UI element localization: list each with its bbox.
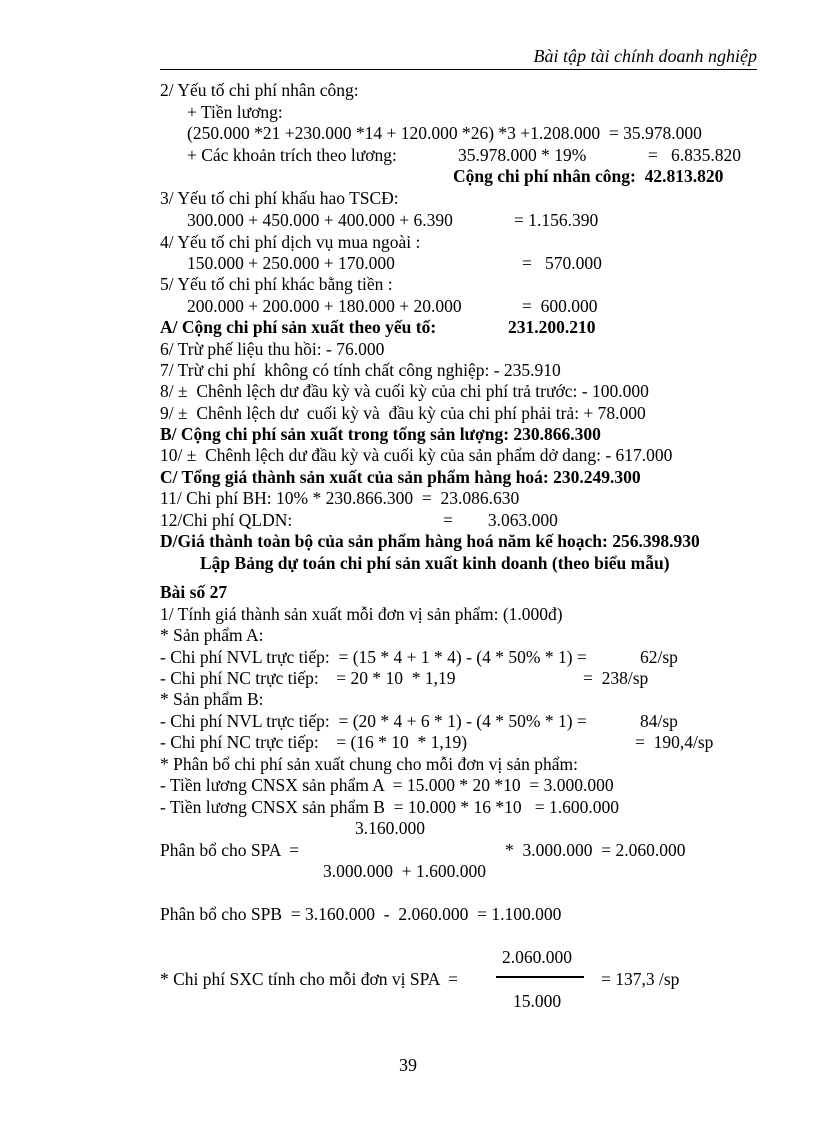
section-a-label: A/ Cộng chi phí sản xuất theo yếu tố: [160, 317, 437, 337]
item-6: 6/ Trừ phế liệu thu hồi: - 76.000 [160, 339, 385, 359]
labor-total: Cộng chi phí nhân công: 42.813.820 [453, 166, 724, 186]
item-8: 8/ ± Chênh lệch dư đầu kỳ và cuối kỳ của chi phí trả trước: - 100.000 [160, 381, 649, 401]
section-a-total: 231.200.210 [508, 317, 596, 337]
item-11: 11/ Chi phí BH: 10% * 230.866.300 = 23.086.630 [160, 488, 520, 508]
depreciation-formula: 300.000 + 450.000 + 400.000 + 6.390 [187, 210, 453, 230]
item-other-cash: 5/ Yếu tố chi phí khác bằng tiền : [160, 274, 393, 294]
item-10: 10/ ± Chênh lệch dư đầu kỳ và cuối kỳ của sản phẩm dở dang: - 617.000 [160, 445, 673, 465]
allocation-a-numerator: 3.160.000 [355, 818, 425, 838]
item-12-label: 12/Chi phí QLDN: [160, 510, 293, 530]
section-d-total: D/Giá thành toàn bộ của sản phẩm hàng hoá năm kế hoạch: 256.398.930 [160, 531, 700, 551]
product-a-heading: * Sản phẩm A: [160, 625, 264, 645]
section-b-total: B/ Cộng chi phí sản xuất trong tổng sản lượng: 230.866.300 [160, 424, 601, 444]
wages-formula: (250.000 *21 +230.000 *14 + 120.000 *26) *3 +1.208.000 = 35.978.000 [187, 123, 702, 143]
unit-overhead-result: = 137,3 /sp [601, 969, 680, 989]
allocation-b: Phân bổ cho SPB = 3.160.000 - 2.060.000 = 1.100.000 [160, 904, 562, 924]
section-c-total: C/ Tổng giá thành sản xuất của sản phẩm hàng hoá: 230.249.300 [160, 467, 641, 487]
item-7: 7/ Trừ chi phí không có tính chất công nghiệp: - 235.910 [160, 360, 561, 380]
item-depreciation: 3/ Yếu tố chi phí khấu hao TSCĐ: [160, 188, 399, 208]
item-9: 9/ ± Chênh lệch dư cuối kỳ và đầu kỳ của chi phí phải trả: + 78.000 [160, 403, 646, 423]
allocation-a-result: * 3.000.000 = 2.060.000 [505, 840, 686, 860]
product-b-material-result: 84/sp [640, 711, 678, 731]
product-a-material-result: 62/sp [640, 647, 678, 667]
fraction-bar [496, 976, 584, 978]
unit-overhead-label: * Chi phí SXC tính cho mỗi đơn vị SPA = [160, 969, 459, 989]
wage-product-b: - Tiền lương CNSX sản phẩm B = 10.000 * 16 *10 = 1.600.000 [160, 797, 619, 817]
item-labor-cost: 2/ Yếu tố chi phí nhân công: [160, 80, 359, 100]
other-cash-result: = 600.000 [522, 296, 598, 316]
product-a-labor: - Chi phí NC trực tiếp: = 20 * 10 * 1,19 [160, 668, 456, 688]
outsourced-result: = 570.000 [522, 253, 602, 273]
deductions-label: + Các khoản trích theo lương: [187, 145, 397, 165]
unit-overhead-numerator: 2.060.000 [502, 947, 572, 967]
overhead-allocation-heading: * Phân bổ chi phí sản xuất chung cho mỗi đơn vị sản phẩm: [160, 754, 579, 774]
unit-overhead-denominator: 15.000 [513, 991, 562, 1011]
deductions-result: = 6.835.820 [648, 145, 741, 165]
depreciation-result: = 1.156.390 [514, 210, 599, 230]
item-12-result: = 3.063.000 [443, 510, 558, 530]
product-b-labor: - Chi phí NC trực tiếp: = (16 * 10 * 1,19) [160, 732, 468, 752]
task-1: 1/ Tính giá thành sản xuất mỗi đơn vị sản phẩm: (1.000đ) [160, 604, 563, 624]
outsourced-formula: 150.000 + 250.000 + 170.000 [187, 253, 395, 273]
product-a-labor-result: = 238/sp [583, 668, 649, 688]
other-cash-formula: 200.000 + 200.000 + 180.000 + 20.000 [187, 296, 462, 316]
wages-label: + Tiền lương: [187, 102, 283, 122]
allocation-a-denominator: 3.000.000 + 1.600.000 [323, 861, 486, 881]
item-outsourced: 4/ Yếu tố chi phí dịch vụ mua ngoài : [160, 232, 421, 252]
budget-table-note: Lập Bảng dự toán chi phí sản xuất kinh doanh (theo biểu mẫu) [200, 553, 670, 573]
page-number: 39 [399, 1055, 417, 1075]
product-b-heading: * Sản phẩm B: [160, 689, 264, 709]
product-b-material: - Chi phí NVL trực tiếp: = (20 * 4 + 6 * 1) - (4 * 50% * 1) = [160, 711, 587, 731]
deductions-formula: 35.978.000 * 19% [458, 145, 587, 165]
running-header: Bài tập tài chính doanh nghiệp [160, 46, 757, 70]
wage-product-a: - Tiền lương CNSX sản phẩm A = 15.000 * 20 *10 = 3.000.000 [160, 775, 614, 795]
product-a-material: - Chi phí NVL trực tiếp: = (15 * 4 + 1 * 4) - (4 * 50% * 1) = [160, 647, 587, 667]
allocation-a-label: Phân bổ cho SPA = [160, 840, 300, 860]
product-b-labor-result: = 190,4/sp [635, 732, 714, 752]
exercise-title: Bài số 27 [160, 582, 228, 602]
